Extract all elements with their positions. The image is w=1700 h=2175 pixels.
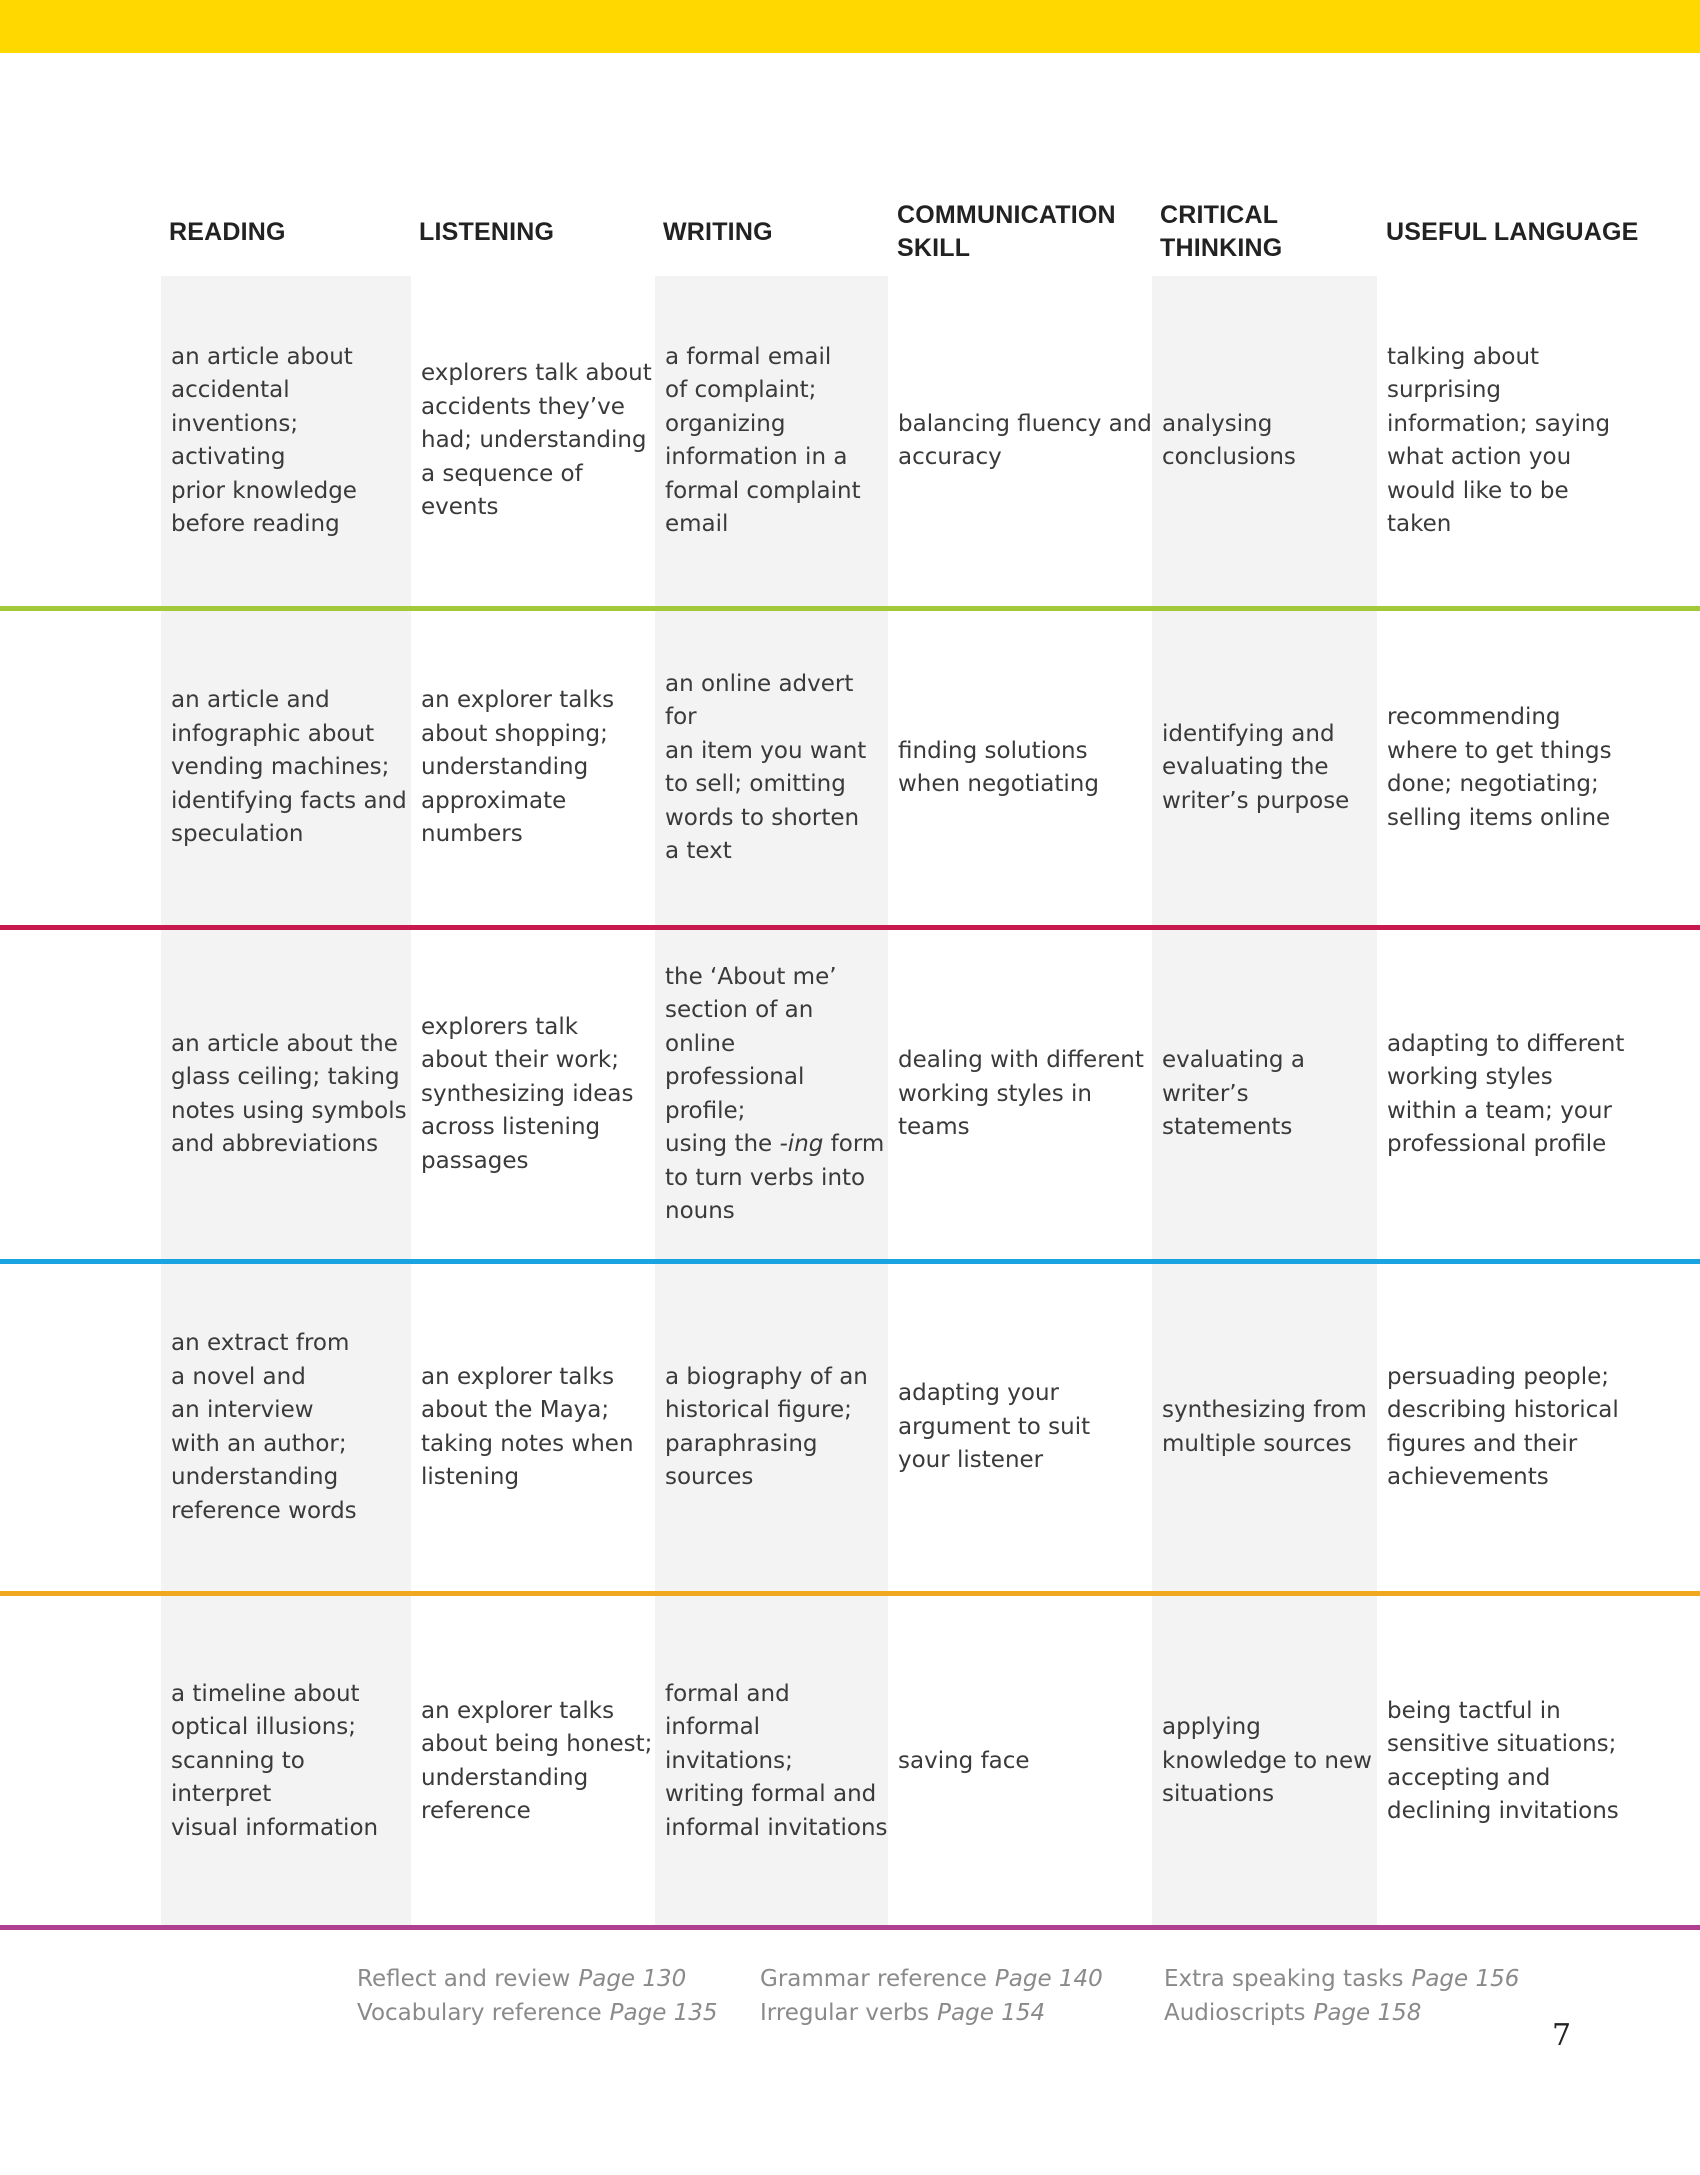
table-cell: recommending where to get things done; negotiating; selling items online [1387,704,1612,831]
ref-page: Page 156 [1411,1966,1520,1992]
ref-label: Audioscripts [1164,1999,1306,2026]
footer-col-3 [1164,1963,1519,2030]
row-divider-purple [0,1925,1700,1930]
table-cell: talking about surprising information; saying what action you would like to be taken [1387,343,1611,537]
table-cell: explorers talk about accidents they’ve had; understanding a sequence of events [421,360,652,521]
footer-ref-vocabulary[interactable] [357,1997,718,2031]
table-cell: a biography of an historical figure; paraphrasing sources [665,1363,868,1490]
ref-label: Vocabulary reference [357,1999,602,2026]
table-cell: an explorer talks about being honest; understanding reference [421,1697,653,1824]
header-writing: WRITING [663,217,773,246]
table-cell: a formal email of complaint; organizing information in a formal complaint email [665,343,861,537]
table-cell: an article about the glass ceiling; taking notes using symbols and abbreviations [171,1030,407,1157]
table-cell: evaluating a writer’s statements [1162,1047,1305,1141]
footer-ref-grammar[interactable] [760,1963,1103,1997]
table-cell: applying knowledge to new situations [1162,1714,1372,1808]
ref-page: Page 140 [994,1966,1103,1992]
ref-label: Irregular verbs [760,1999,930,2026]
table-cell: analysing conclusions [1162,410,1296,470]
header-useful-language: USEFUL LANGUAGE [1386,217,1639,246]
header-listening: LISTENING [419,217,555,246]
table-cell: a timeline about optical illusions; scanning to interpret visual information [171,1680,379,1841]
table-cell: synthesizing from multiple sources [1162,1397,1367,1457]
table-cell: saving face [898,1747,1030,1774]
table-cell: formal and informal invitations; writing formal and informal invitations [665,1680,888,1841]
table-cell: an explorer talks about shopping; understanding approximate numbers [421,687,615,848]
table-cell: being tactful in sensitive situations; accepting and declining invitations [1387,1697,1619,1824]
footer-ref-audioscripts[interactable] [1164,1997,1519,2031]
footer-col-1 [357,1963,718,2030]
table-cell: persuading people; describing historical figures and their achievements [1387,1363,1619,1490]
table-cell: an extract from a novel and an interview with an author; understanding reference words [171,1330,357,1524]
ing-italic: -ing [779,1131,824,1157]
footer-ref-irregular-verbs[interactable] [760,1997,1103,2031]
table-cell: an explorer talks about the Maya; taking notes when listening [421,1363,634,1490]
footer-ref-extra-speaking[interactable] [1164,1963,1519,1997]
ref-page: Page 130 [578,1966,687,1992]
top-color-bar [0,0,1700,53]
ref-page: Page 135 [609,1999,718,2026]
header-communication-skill: COMMUNICATION SKILL [897,201,1116,262]
table-cell: balancing fluency and accuracy [898,410,1152,470]
page-number: 7 [1552,2018,1572,2053]
ref-page: Page 154 [937,1999,1046,2026]
footer-ref-reflect-review[interactable] [357,1963,718,1997]
ref-label: Reflect and review [357,1966,571,1992]
table-cell: adapting your argument to suit your listener [898,1380,1091,1474]
table-cell: an article about accidental inventions; activating prior knowledge before reading [171,343,357,537]
ref-label: Grammar reference [760,1966,987,1992]
table-cell: identifying and evaluating the writer’s purpose [1162,720,1350,814]
ref-label: Extra speaking tasks [1164,1966,1404,1992]
table-cell: dealing with different working styles in teams [898,1047,1144,1141]
table-cell-ing-form [655,930,888,1259]
table-cell: explorers talk about their work; synthesizing ideas across listening passages [421,1013,634,1174]
ref-page: Page 158 [1313,1999,1422,2026]
header-critical-thinking: CRITICAL THINKING [1160,201,1283,262]
header-reading: READING [169,217,286,246]
table-cell: an article and infographic about vending machines; identifying facts and speculation [171,687,407,848]
table-cell: adapting to different working styles within a team; your professional profile [1387,1030,1625,1157]
footer-col-2 [760,1963,1103,2030]
table-cell: an online advert for an item you want to sell; omitting words to shorten a text [665,670,867,864]
table-cell: finding solutions when negotiating [898,737,1099,797]
writing-ing-form-text: the ‘About me’ section of an online professional profile; using the -ing form to turn verbs into nouns [665,963,885,1224]
